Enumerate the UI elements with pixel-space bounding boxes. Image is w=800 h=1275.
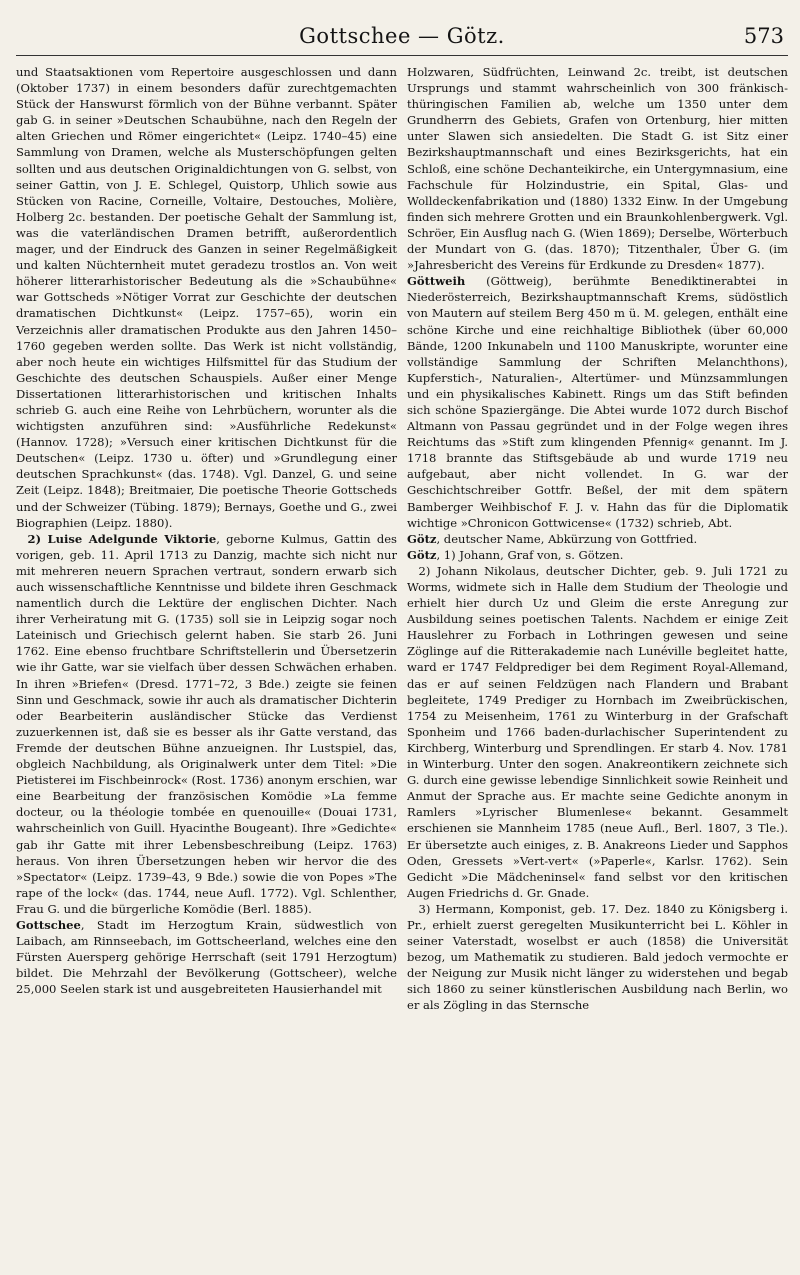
entry-goetz-johann: [407, 547, 788, 563]
entry-text: , deutscher Dichter, geb. 9. Juli 1721 zu Worms, widmete sich in Halle dem Studium der Theologie und erhielt hier durch Uz und Gleim die erste Anregung zur Ausbildung seines poetischen Talents. Nachdem er einige Zeit Hauslehrer zu Forbach in Lothringen gewesen und seine Zöglinge auf die Ritterakademie nach Lunéville begleitet hatte, ward er 1747 Feldprediger bei dem Regiment Royal-Allemand, das er auf seinen Feldzügen nach Flandern und Brabant begleitete, 1749 Prediger zu Hornbach im Zweibrückischen, 1754 zu Meisenheim, 1761 zu Winterburg in der Grafschaft Sponheim und 1766 baden-durlachischer Superintendent zu Kirchberg, Winterburg und Sprendlingen. Er starb 4. Nov. 1781 in Winterburg. Unter den sogen. Anakreontikern zeichnete sich G. durch eine gewisse lebendige Sinnlichkeit sowie Reinheit und Anmut der Sprache aus. Er machte seine Gedichte anonym in Ramlers »Lyrischer Blumenlese« bekannt. Gesammelt erschienen sie Mannheim 1785 (neue Aufl., Berl. 1807, 3 Tle.). Er übersetzte auch einiges, z. B. Anakreons Lieder und Sapphos Oden, Gressets »Vert-vert« (»Paperle«, Karlsr. 1762). Sein Gedicht »Die Mädcheninsel« fand selbst vor den kritischen Augen Friedrichs d. Gr. Gnade.: [407, 563, 788, 900]
page-header: [16, 0, 788, 64]
entry-text: (Göttweig), berühmte Benediktinerabtei in Niederösterreich, Bezirkshauptmannschaft Krems, südöstlich von Mautern auf steilem Berg 450 m ü. M. gelegen, enthält eine schöne Kirche und eine reichhaltige Bibliothek (über 60,000 Bände, 1200 Inkunabeln und 1100 Manuskripte, worunter eine vollständige Sammlung der Schriften Melanchthons), Kupferstich-, Naturalien-, Altertümer- und Münzsammlungen und ein physikalisches Kabinett. Rings um das Stift befinden sich schöne Spaziergänge. Die Abtei wurde 1072 durch Bischof Altmann von Passau gegründet und in der Folge wegen ihres Reichtums das »Stift zum klingenden Pfennig« genannt. Im J. 1718 brannte das Stiftsgebäude ab und wurde 1719 neu aufgebaut, aber nicht vollendet. In G. war der Geschichtschreiber Gottfr. Beßel, der mit dem spätern Bamberger Weihbischof F. J. v. Hahn das für die Diplomatik wichtige »Chronicon Gottwicense« (1732) schrieb, Abt.: [407, 274, 788, 530]
entry-goettweih: [407, 273, 788, 531]
entry-gottschee-continued: Holzwaren, Südfrüchten, Leinwand 2c. treibt, ist deutschen Ursprungs und stammt wahrscheinlich von 300 fränkisch-thüringischen Familien ab, welche um 1350 unter dem Grundherrn des Gebiets, Grafen von Ortenburg, hier mitten unter Slawen sich ansiedelten. Die Stadt G. ist Sitz einer Bezirkshauptmannschaft und eines Bezirksgerichts, hat ein Schloß, eine schöne Dechanteikirche, ein Untergymnasium, eine Fachschule für Holzindustrie, ein Spital, Glas- und Wolldeckenfabrikation und (1880) 1332 Einw. In der Umgebung finden sich mehrere Grotten und ein Braunkohlenbergwerk. Vgl. Schröer, Ein Ausflug nach G. (Wien 1869); Derselbe, Wörterbuch der Mundart von G. (das. 1870); Titzenthaler, Über G. (im »Jahresbericht des Vereins für Erdkunde zu Dresden« 1877).: [407, 65, 788, 273]
entry-text: , geborne Kulmus, Gattin des vorigen, geb. 11. April 1713 zu Danzig, machte sich nicht nur mit mehreren neuern Sprachen vertraut, sondern erwarb sich auch wissenschaftliche Kenntnisse und bildete ihren Geschmack namentlich durch die Lektüre der englischen Dichter. Nach ihrer Verheiratung mit G. (1735) soll sie in Leipzig sogar noch Lateinisch und Griechisch gelernt haben. Sie starb 26. Juni 1762. Eine ebenso fruchtbare Schriftstellerin und Übersetzerin wie ihr Gatte, war sie vielfach über dessen Schwächen erhaben. In ihren »Briefen« (Dresd. 1771–72, 3 Bde.) zeigte sie feinen Sinn und Geschmack, sowie ihr auch als dramatischer Dichterin oder Bearbeiterin ausländischer Stücke das Verdienst zuzuerkennen ist, daß sie es besser als ihr Gatte verstand, das Fremde der deutschen Bühne anzueignen. Ihr Lustspiel, das, obgleich Nachbildung, als Originalwerk unter dem Titel: »Die Pietisterei im Fischbeinrock« (Rost. 1736) anonym erschien, war eine Bearbeitung der französischen Komödie »La femme docteur, ou la théologie tombée en quenouille« (Douai 1731, wahrscheinlich von Guill. Hyacinthe Bougeant). Ihre »Gedichte« gab ihr Gatte mit ihrer Lebensbeschreibung (Leipz. 1763) heraus. Von ihren Übersetzungen heben wir hervor die des »Spectator« (Leipz. 1739–43, 9 Bde.) sowie die von Popes »The rape of the lock« (das. 1744, neue Aufl. 1772). Vgl. Schlenther, Frau G. und die bürgerliche Komödie (Berl. 1885).: [16, 531, 397, 916]
entry-goetz-johann-nikolaus: [407, 563, 788, 901]
entry-goetz-hermann: [407, 901, 788, 1014]
entry-text: , Stadt im Herzogtum Krain, südwestlich von Laibach, am Rinnseebach, im Gottscheerland, welches eine den Fürsten Auersperg gehörige Herrschaft (seit 1791 Herzogtum) bildet. Die Mehrzahl der Bevölkerung (Gottscheer), welche 25,000 Seelen stark ist und ausgebreiteten Hausierhandel mit: [16, 917, 397, 997]
entry-goetz-name: [407, 531, 788, 547]
entry-lemma: Göttweih: [407, 274, 466, 289]
entry-luise-gottsched: [16, 531, 397, 917]
entry-text: , 1) Johann, Graf von, s. Götzen.: [436, 547, 624, 562]
entry-lemma: 3) Hermann: [418, 901, 491, 916]
entry-text: , deutscher Name, Abkürzung von Gottfried.: [436, 531, 698, 546]
entry-lemma: Götz: [407, 531, 437, 546]
left-column: [16, 64, 397, 1264]
text-columns: [16, 64, 788, 1264]
entry-text: , Komponist, geb. 17. Dez. 1840 zu Königsberg i. Pr., erhielt zuerst geregelten Musikunterricht bei L. Köhler in seiner Vaterstadt, woselbst er auch (1858) die Universität bezog, um Mathematik zu studieren. Bald jedoch vermochte er der Neigung zur Musik nicht länger zu widerstehen und begab sich 1860 zu seiner künstlerischen Ausbildung nach Berlin, wo er als Zögling in das Sternsche: [407, 901, 788, 1013]
entry-lemma: 2) Luise Adelgunde Viktorie: [27, 531, 217, 546]
running-title: Gottschee — Götz.: [299, 24, 505, 48]
entry-lemma: 2) Johann Nikolaus: [418, 563, 536, 578]
entry-lemma: Gottschee: [16, 917, 81, 932]
header-rule: [16, 55, 788, 56]
entry-lemma: Götz: [407, 547, 437, 562]
right-column: [407, 64, 788, 1264]
entry-gottschee: [16, 917, 397, 997]
page-number: 573: [743, 24, 784, 48]
entry-gottsched-continued: und Staatsaktionen vom Repertoire ausgeschlossen und dann (Oktober 1737) in einem besonders dafür zurechtgemachten Stück der Hanswurst förmlich von der Bühne verbannt. Später gab G. in seiner »Deutschen Schaubühne, nach den Regeln der alten Griechen und Römer eingerichtet« (Leipz. 1740–45) eine Sammlung von Dramen, welche als Musterschöpfungen gelten sollten und aus deutschen Originaldichtungen von G. selbst, von seiner Gattin, von J. E. Schlegel, Quistorp, Uhlich sowie aus Stücken von Racine, Corneille, Voltaire, Destouches, Molière, Holberg 2c. bestanden. Der poetische Gehalt der Sammlung ist, was die vaterländischen Dramen betrifft, außerordentlich mager, und der Eindruck des Ganzen in seiner Regelmäßigkeit und kalten Nüchternheit mutet geradezu trostlos an. Von weit höherer litterarhistorischer Bedeutung als die »Schaubühne« war Gottscheds »Nötiger Vorrat zur Geschichte der deutschen dramatischen Dichtkunst« (Leipz. 1757–65), worin ein Verzeichnis aller dramatischen Produkte aus den Jahren 1450–1760 gegeben werden sollte. Das Werk ist nicht vollständig, aber noch heute ein wichtiges Hilfsmittel für das Studium der Geschichte des deutschen Schauspiels. Außer einer Menge Dissertationen litterarhistorischen und kritischen Inhalts schrieb G. auch eine Reihe von Lehrbüchern, worunter als die wichtigsten anzuführen sind: »Ausführliche Redekunst« (Hannov. 1728); »Versuch einer kritischen Dichtkunst für die Deutschen« (Leipz. 1730 u. öfter) und »Grundlegung einer deutschen Sprachkunst« (das. 1748). Vgl. Danzel, G. und seine Zeit (Leipz. 1848); Breitmaier, Die poetische Theorie Gottscheds und der Schweizer (Tübing. 1879); Bernays, Goethe und G., zwei Biographien (Leipz. 1880).: [16, 65, 397, 530]
